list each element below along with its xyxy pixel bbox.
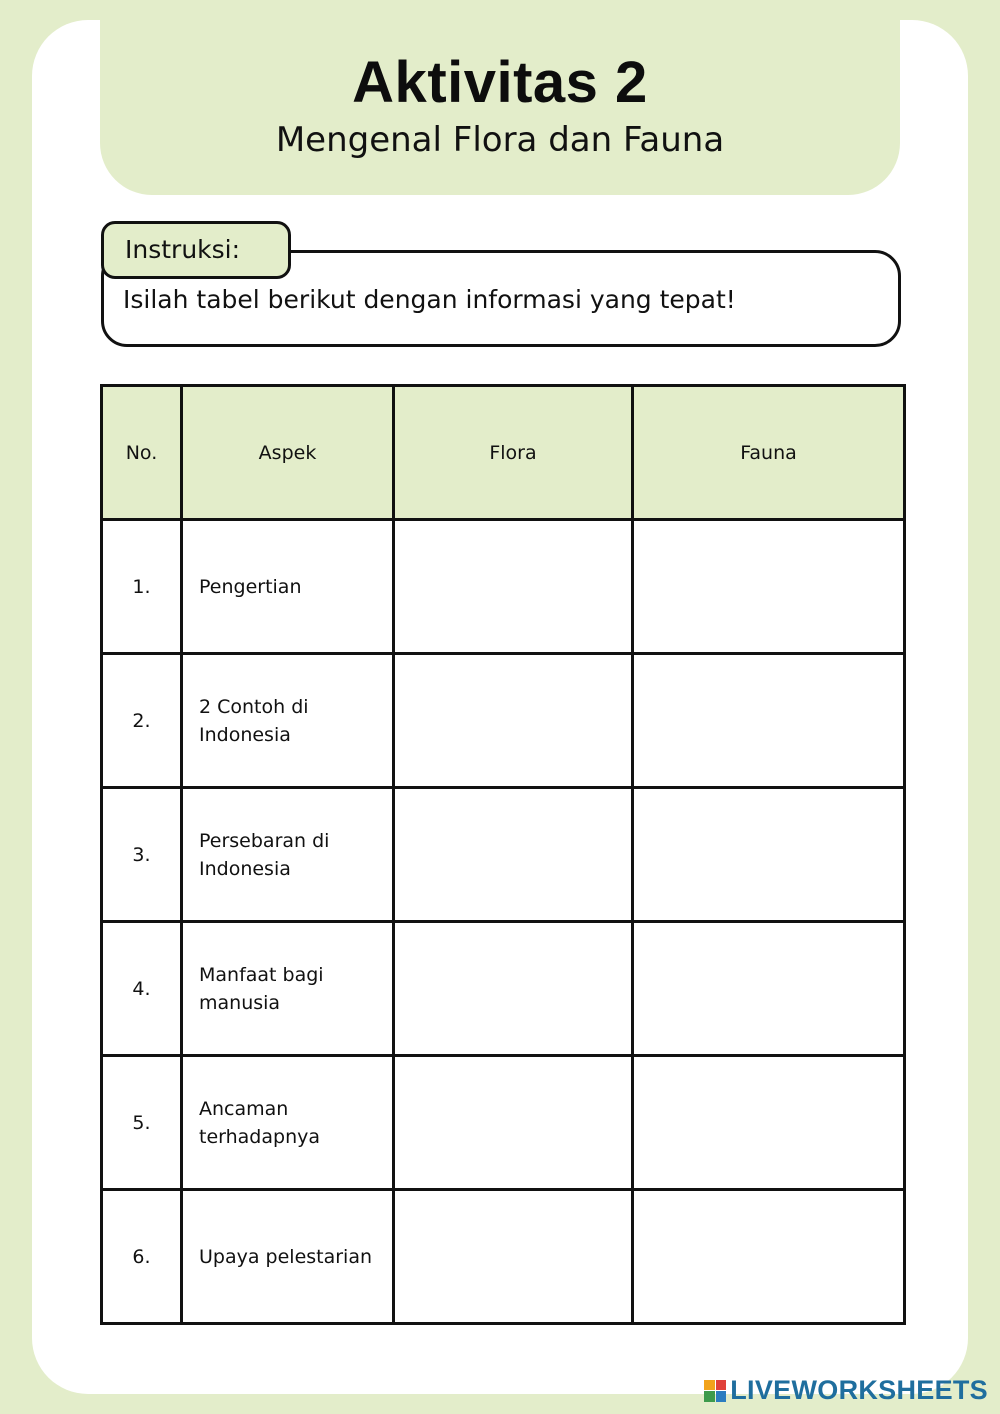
header-fauna: Fauna bbox=[633, 386, 905, 520]
header-no: No. bbox=[102, 386, 182, 520]
flora-answer-cell[interactable] bbox=[394, 654, 633, 788]
row-aspek: Upaya pelestarian bbox=[182, 1190, 394, 1324]
flora-answer-cell[interactable] bbox=[394, 922, 633, 1056]
page-subtitle: Mengenal Flora dan Fauna bbox=[275, 120, 725, 160]
liveworksheets-logo[interactable] bbox=[704, 1375, 988, 1406]
fauna-answer-cell[interactable] bbox=[633, 1190, 905, 1324]
table-header-row bbox=[102, 386, 905, 520]
row-aspek: Ancaman terhadapnya bbox=[182, 1056, 394, 1190]
fauna-answer-cell[interactable] bbox=[633, 788, 905, 922]
header-flora: Flora bbox=[394, 386, 633, 520]
table-row bbox=[102, 922, 905, 1056]
row-number: 4. bbox=[102, 922, 182, 1056]
table-row bbox=[102, 788, 905, 922]
row-number: 5. bbox=[102, 1056, 182, 1190]
row-aspek: Pengertian bbox=[182, 520, 394, 654]
fauna-answer-cell[interactable] bbox=[633, 922, 905, 1056]
row-number: 6. bbox=[102, 1190, 182, 1324]
table-row bbox=[102, 520, 905, 654]
header-aspek: Aspek bbox=[182, 386, 394, 520]
table-row bbox=[102, 1056, 905, 1190]
instructions-tab bbox=[101, 221, 291, 279]
row-aspek: Persebaran di Indonesia bbox=[182, 788, 394, 922]
fauna-answer-cell[interactable] bbox=[633, 1056, 905, 1190]
flora-answer-cell[interactable] bbox=[394, 788, 633, 922]
row-number: 1. bbox=[102, 520, 182, 654]
instructions-label: Instruksi: bbox=[125, 235, 241, 264]
liveworksheets-logo-text: LIVEWORKSHEETS bbox=[730, 1375, 988, 1405]
flora-answer-cell[interactable] bbox=[394, 1190, 633, 1324]
row-number: 2. bbox=[102, 654, 182, 788]
liveworksheets-logo-icon bbox=[704, 1380, 726, 1402]
flora-answer-cell[interactable] bbox=[394, 1056, 633, 1190]
fauna-answer-cell[interactable] bbox=[633, 654, 905, 788]
fauna-answer-cell[interactable] bbox=[633, 520, 905, 654]
row-number: 3. bbox=[102, 788, 182, 922]
activity-table bbox=[100, 384, 906, 1325]
row-aspek: 2 Contoh di Indonesia bbox=[182, 654, 394, 788]
flora-answer-cell[interactable] bbox=[394, 520, 633, 654]
row-aspek: Manfaat bagi manusia bbox=[182, 922, 394, 1056]
table-row bbox=[102, 1190, 905, 1324]
instructions-text: Isilah tabel berikut dengan informasi yang tepat! bbox=[123, 285, 736, 314]
page-title: Aktivitas 2 bbox=[352, 50, 648, 115]
table-row bbox=[102, 654, 905, 788]
